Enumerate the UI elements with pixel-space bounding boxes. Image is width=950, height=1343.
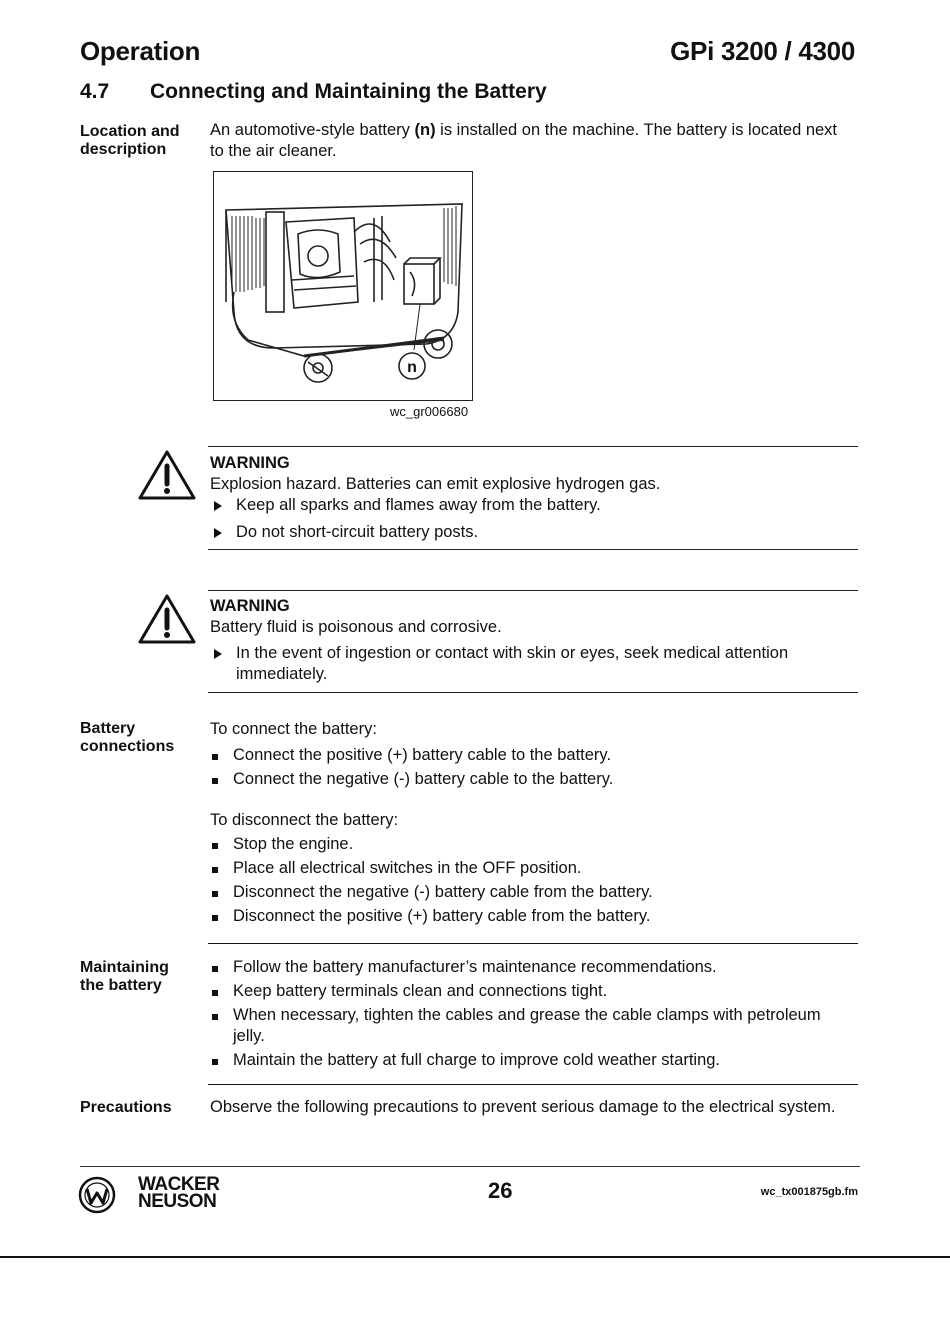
connect-intro: To connect the battery: [210,720,377,738]
maintaining-block [210,957,850,1074]
list-item: In the event of ingestion or contact with skin or eyes, seek medical attention immediately. [210,643,850,685]
list-item: Connect the positive (+) battery cable to the battery. [210,745,850,766]
section-heading-text: Connecting and Maintaining the Battery [150,80,547,103]
list-item: Maintain the battery at full charge to improve cold weather starting. [210,1050,850,1071]
warning-block-fluid [210,596,850,691]
side-label-connections: Battery connections [80,720,175,755]
figure-caption: wc_gr006680 [390,404,469,419]
side-label-location: Location and description [80,123,180,158]
side-label-precautions: Precautions [80,1099,172,1116]
header-section-title: Operation [80,36,201,66]
list-item: Follow the battery manufacturer’s maintenance recommendations. [210,957,850,978]
footer-divider [80,1166,860,1167]
divider [208,549,858,550]
header-model: GPi 3200 / 4300 [670,36,855,66]
divider [208,1084,858,1085]
section-heading [80,80,547,104]
list-item: Stop the engine. [210,834,850,855]
connections-block [210,719,850,930]
list-item: Disconnect the positive (+) battery cable from the battery. [210,906,850,927]
list-item: When necessary, tighten the cables and grease the cable clamps with petroleum jelly. [210,1005,850,1047]
warning-text: Battery fluid is poisonous and corrosive. [210,618,502,636]
page-number: 26 [488,1178,513,1203]
divider [208,943,858,944]
location-paragraph: An automotive-style battery (n) is installed on the machine. The battery is located next to the air cleaner. [210,121,838,160]
battery-location-figure [213,171,473,401]
wacker-neuson-logo-icon [78,1176,116,1219]
figure-callout-n: n [407,359,417,376]
warning-triangle-icon [137,593,197,650]
side-label-maintaining: Maintaining the battery [80,959,169,994]
warning-triangle-icon [137,449,197,506]
list-item: Keep all sparks and flames away from the battery. [210,495,850,516]
disconnect-intro: To disconnect the battery: [210,811,399,829]
brand-name: WACKER NEUSON [138,1174,220,1212]
list-item: Keep battery terminals clean and connections tight. [210,981,850,1002]
divider [208,590,858,591]
warning-title: WARNING [210,597,290,615]
list-item: Disconnect the negative (-) battery cable from the battery. [210,882,850,903]
scan-edge-line [0,1256,950,1258]
list-item: Connect the negative (-) battery cable to the battery. [210,769,850,790]
warning-text: Explosion hazard. Batteries can emit explosive hydrogen gas. [210,475,661,493]
section-number: 4.7 [80,80,110,103]
file-code: wc_tx001875gb.fm [760,1186,858,1198]
list-item: Place all electrical switches in the OFF position. [210,858,850,879]
divider [208,446,858,447]
precautions-paragraph: Observe the following precautions to prevent serious damage to the electrical system. [210,1098,836,1116]
list-item: Do not short-circuit battery posts. [210,522,850,543]
warning-block-explosion [210,453,850,549]
warning-title: WARNING [210,454,290,472]
divider [208,692,858,693]
generator-battery-illustration [214,172,472,400]
